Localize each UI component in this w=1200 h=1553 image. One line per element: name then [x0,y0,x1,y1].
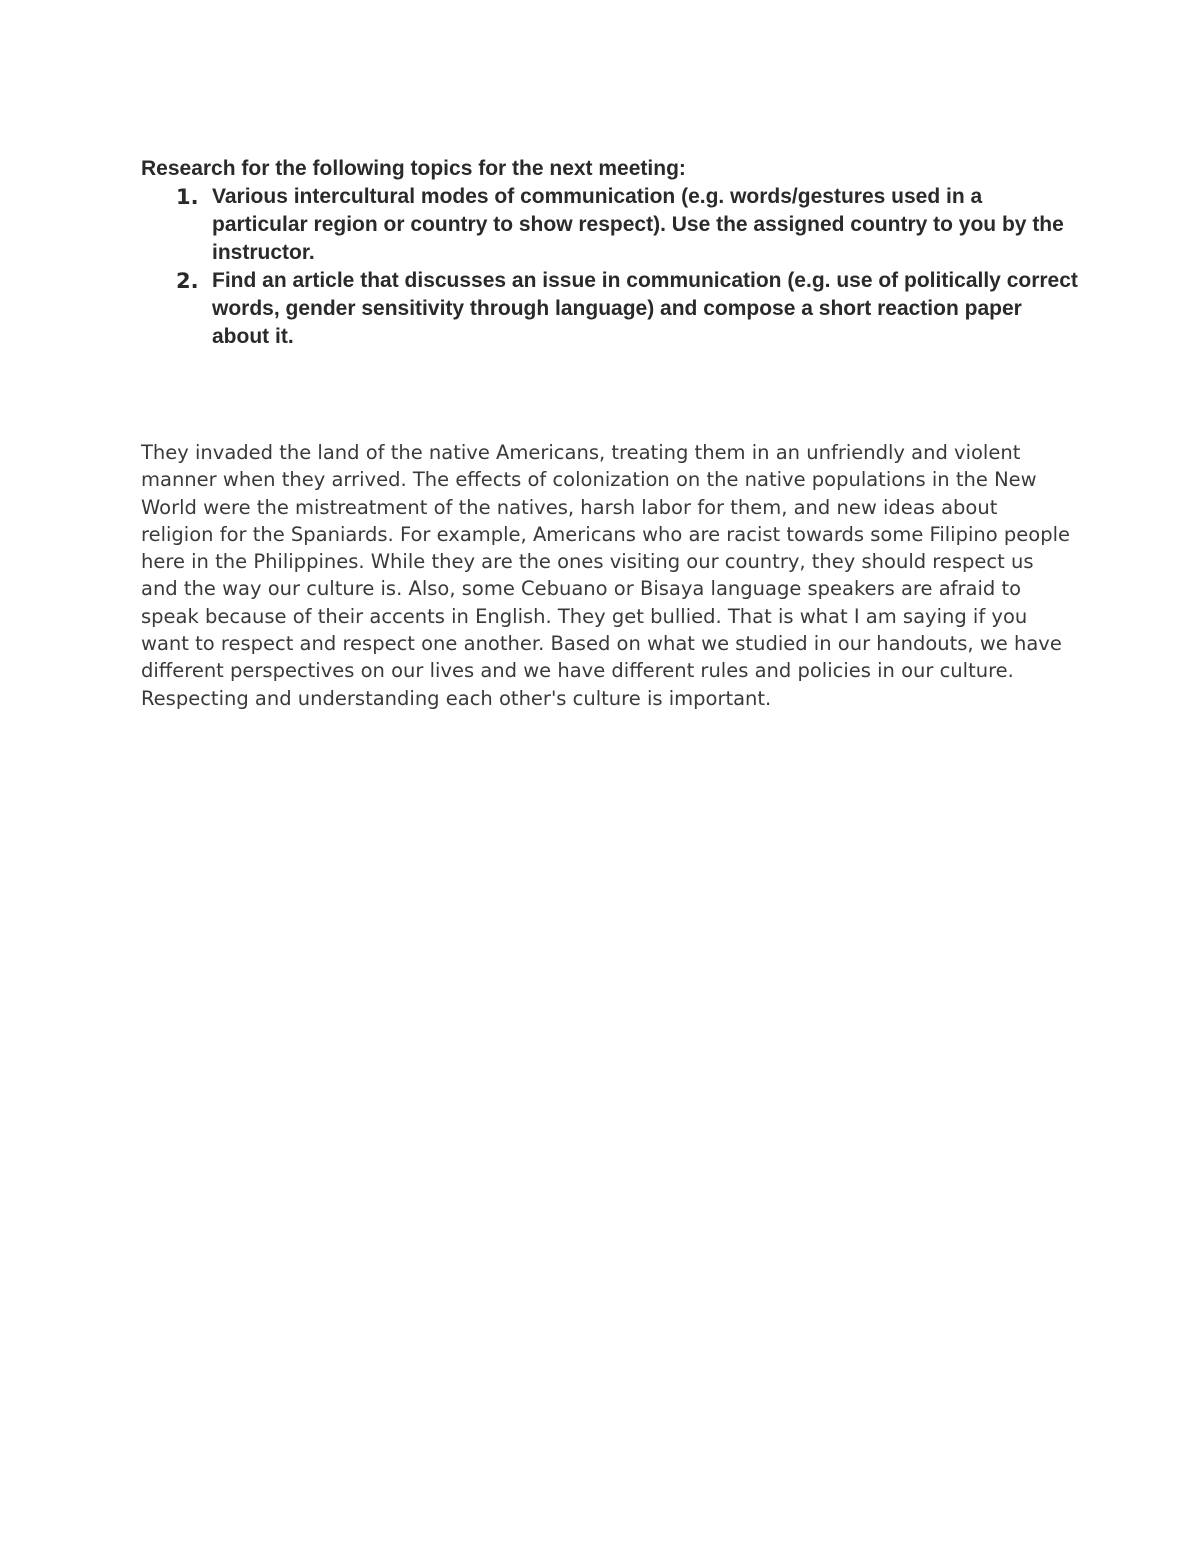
list-item-number: 1. [176,185,199,209]
task-list [141,183,1081,351]
list-item-number: 2. [176,269,199,293]
reaction-paragraph: They invaded the land of the native Americans, treating them in an unfriendly and violent manner when they arrived. The effects of colonization on the native populations in the New World were the mistreatment of the natives, harsh labor for them, and new ideas about religion for the Spaniards. For example, Americans who are racist towards some Filipino people here in the Philippines. While they are the ones visiting our country, they should respect us and the way our culture is. Also, some Cebuano or Bisaya language speakers are afraid to speak because of their accents in English. They get bullied. That is what I am saying if you want to respect and respect one another. Based on what we studied in our handouts, we have different perspectives on our lives and we have different rules and policies in our culture. Respecting and understanding each other's culture is important. [141,441,1070,710]
instructions-heading: Research for the following topics for the next meeting: [141,157,686,180]
instructions-section [141,155,1081,351]
list-item [141,183,1081,267]
list-item-text: Various intercultural modes of communication (e.g. words/gestures used in a particular region or country to show respect). Use the assigned country to you by the instructor. [212,185,1064,264]
list-item-text: Find an article that discusses an issue in communication (e.g. use of politically correct words, gender sensitivity through language) and compose a short reaction paper about it. [212,269,1078,348]
list-item [141,267,1081,351]
